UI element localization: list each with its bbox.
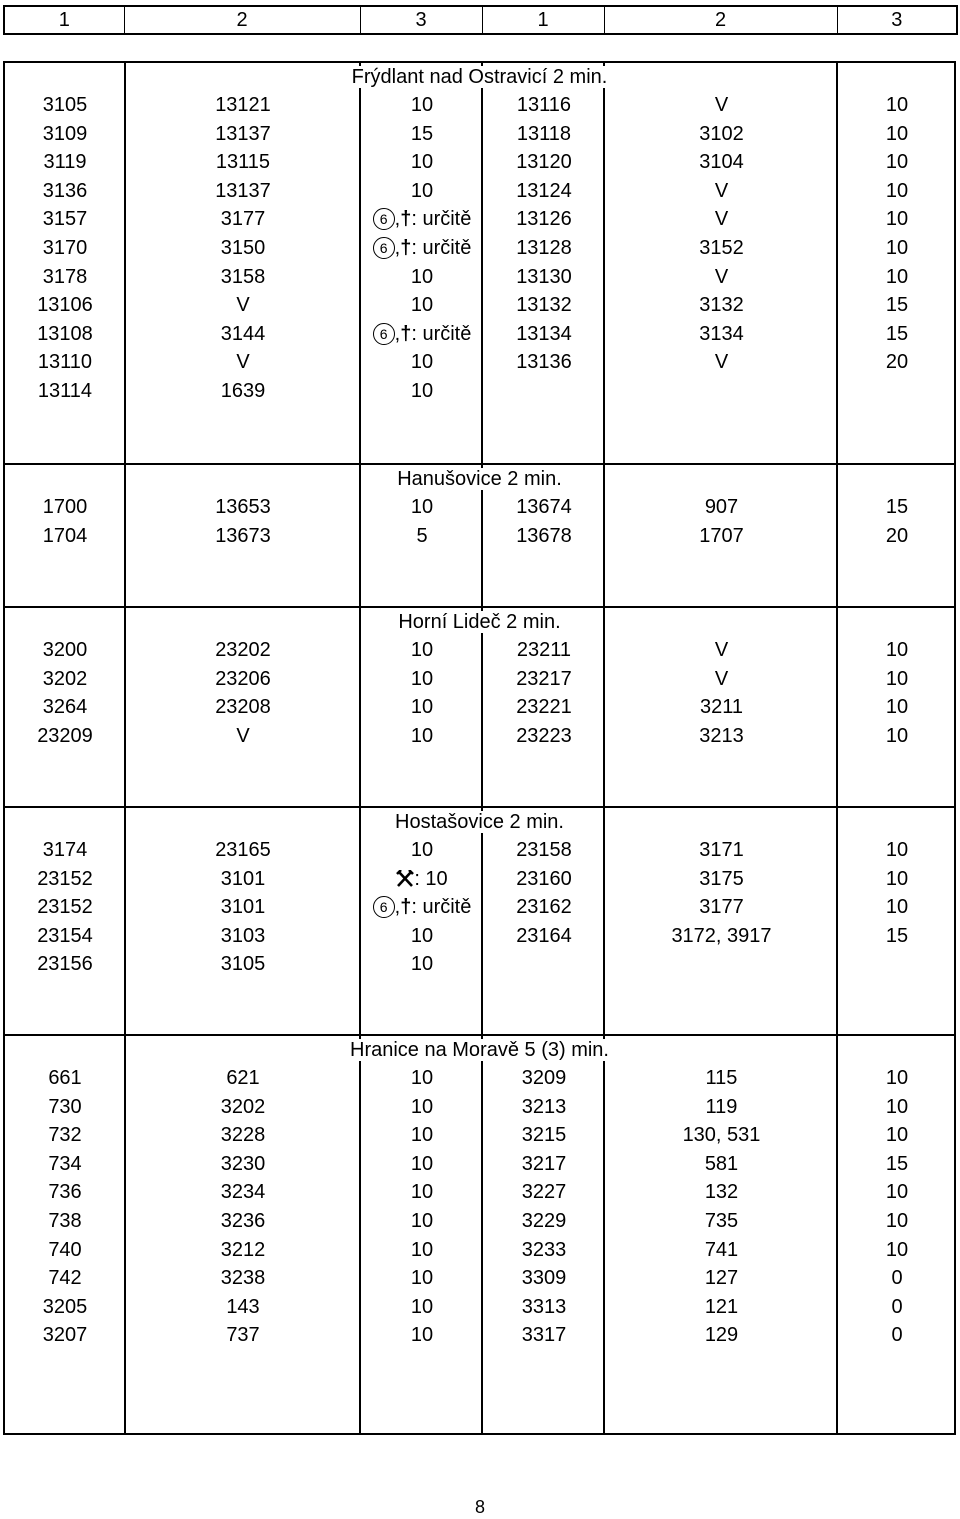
table-cell: 737	[226, 1324, 260, 1347]
table-cell: 23208	[215, 696, 271, 719]
station-heading	[5, 1036, 954, 1064]
column-header: 3	[837, 6, 957, 34]
table-cell: 10	[410, 1067, 434, 1089]
table-cell: 3175	[699, 867, 744, 890]
table-cell: 0	[891, 1295, 903, 1318]
station-heading	[5, 808, 954, 836]
table-cell: 13114	[37, 380, 93, 402]
table-cell: 10	[885, 1238, 909, 1261]
table-row	[5, 865, 954, 894]
table-cell: 3144	[220, 322, 266, 345]
table-cell: 13121	[215, 94, 271, 116]
table-row	[5, 148, 954, 177]
table-cell: 3105	[220, 953, 266, 976]
table-cell: 23152	[37, 896, 93, 919]
table-row	[5, 722, 954, 751]
note-text: : 10	[414, 867, 448, 890]
table-cell: 13132	[516, 294, 572, 317]
weekday-6-icon: 6	[373, 323, 395, 345]
table-cell: V	[714, 667, 729, 690]
table-cell: V	[236, 294, 250, 317]
table-cell: V	[236, 724, 250, 747]
table-cell: 736	[48, 1181, 82, 1204]
table-cell: 10	[885, 1181, 909, 1204]
table-row	[5, 91, 954, 120]
cross-icon: †	[400, 322, 412, 345]
station-heading-text: Horní Lideč 2 min.	[392, 611, 566, 633]
table-cell: 3202	[42, 667, 88, 690]
table-cell: 3119	[43, 151, 87, 174]
table-cell: 10	[410, 1181, 434, 1204]
table-cell: 1707	[699, 524, 744, 547]
table-row	[5, 1121, 954, 1150]
weekday-6-icon: 6	[373, 237, 395, 259]
table-cell: 3158	[220, 265, 266, 288]
weekday-6-icon: 6	[373, 208, 395, 230]
table-cell: 15	[885, 322, 909, 345]
table-row	[5, 263, 954, 292]
table-cell: 10	[410, 496, 434, 518]
table-cell: 15	[885, 294, 909, 317]
table-cell: 10	[885, 1095, 909, 1118]
cross-icon: †	[400, 237, 412, 259]
table-cell: 3236	[220, 1210, 266, 1232]
table-cell: 3205	[42, 1295, 88, 1318]
table-cell: 121	[704, 1295, 739, 1318]
table-cell: 13136	[516, 351, 572, 374]
table-cell: 3171	[699, 839, 744, 861]
table-cell: 10	[885, 724, 909, 747]
table-cell: 10	[885, 896, 909, 919]
table-row	[5, 693, 954, 722]
table-cell: 10	[410, 380, 434, 402]
table-cell: 10	[410, 953, 434, 976]
weekday-6-icon: 6	[373, 896, 395, 918]
table-cell: 3103	[220, 924, 266, 947]
column-header: 3	[360, 6, 482, 34]
table-cell: 1639	[220, 380, 266, 402]
table-cell: 13678	[516, 524, 572, 547]
timetable-body	[3, 61, 956, 1435]
table-row	[5, 636, 954, 665]
table-row	[5, 493, 954, 522]
table-cell	[361, 234, 483, 263]
table-cell: 3209	[521, 1067, 567, 1089]
table-cell: 1700	[42, 496, 88, 518]
table-cell: 10	[410, 1095, 434, 1118]
table-cell: 10	[410, 924, 434, 947]
table-cell: 10	[885, 94, 909, 116]
table-cell: 10	[885, 696, 909, 719]
table-cell: 23158	[516, 839, 572, 861]
table-cell: 3211	[699, 696, 743, 719]
table-cell: 3228	[220, 1124, 266, 1147]
table-cell: 13137	[215, 179, 271, 202]
table-cell: 3178	[42, 265, 88, 288]
table-row	[5, 1207, 954, 1236]
table-cell: 10	[410, 839, 434, 861]
station-heading-text: Hranice na Moravě 5 (3) min.	[344, 1039, 615, 1061]
table-cell: 23165	[215, 839, 271, 861]
table-cell: 10	[885, 1067, 909, 1089]
table-cell: 3233	[521, 1238, 567, 1261]
table-cell: 3215	[521, 1124, 567, 1147]
table-row	[5, 177, 954, 206]
table-cell: 23152	[37, 867, 93, 890]
table-cell: 10	[410, 151, 434, 174]
table-cell: 10	[885, 265, 909, 288]
note-text: : určitě	[411, 322, 472, 345]
table-cell	[361, 320, 483, 349]
table-cell: 13673	[215, 524, 271, 547]
table-cell: 10	[410, 1295, 434, 1318]
table-cell: 581	[704, 1152, 739, 1175]
table-cell: V	[714, 179, 729, 202]
table-row	[5, 234, 954, 263]
symbol-separator: ,	[394, 237, 401, 259]
table-cell: 0	[891, 1267, 903, 1290]
table-cell: 3202	[220, 1095, 266, 1118]
table-cell: 10	[410, 1210, 434, 1232]
table-cell: 23221	[516, 696, 572, 719]
column-header-row	[4, 6, 957, 34]
table-cell: 621	[226, 1067, 260, 1089]
table-cell: 15	[410, 122, 434, 145]
table-cell: 23202	[215, 639, 271, 661]
column-header: 2	[604, 6, 837, 34]
note-text: : určitě	[411, 208, 472, 231]
table-cell: 10	[885, 1210, 909, 1232]
table-cell: V	[714, 265, 729, 288]
table-cell: 13124	[516, 179, 572, 202]
table-cell: 13126	[516, 208, 572, 231]
table-cell: 3213	[521, 1095, 567, 1118]
table-cell: 15	[885, 924, 909, 947]
table-cell: 10	[885, 151, 909, 174]
table-cell: 3217	[521, 1152, 567, 1175]
table-cell: 119	[705, 1095, 738, 1118]
table-cell: 735	[704, 1210, 739, 1232]
station-heading-text: Hostašovice 2 min.	[389, 811, 570, 833]
table-cell: 3212	[220, 1238, 266, 1261]
column-header-table	[3, 5, 958, 35]
table-cell: 13106	[37, 294, 93, 317]
table-cell: 10	[410, 1152, 434, 1175]
column-header: 1	[482, 6, 604, 34]
table-cell: 13110	[37, 351, 93, 374]
station-heading-text: Hanušovice 2 min.	[391, 468, 568, 490]
table-cell: 23160	[516, 867, 572, 890]
table-cell: 10	[410, 265, 434, 288]
table-row	[5, 320, 954, 349]
table-cell: 3309	[521, 1267, 567, 1290]
table-cell: 10	[410, 696, 434, 719]
table-cell: 10	[410, 294, 434, 317]
station-heading	[5, 63, 954, 91]
table-cell: 23164	[516, 924, 572, 947]
table-cell: 10	[410, 1238, 434, 1261]
table-cell: 3157	[42, 208, 88, 231]
table-cell: 907	[704, 496, 739, 518]
table-cell: 3101	[220, 867, 266, 890]
table-cell: 13653	[215, 496, 271, 518]
table-cell: 13116	[516, 94, 572, 116]
table-cell: 10	[410, 667, 434, 690]
table-cell: 3213	[699, 724, 744, 747]
table-cell	[361, 865, 483, 894]
table-cell: 3102	[699, 122, 744, 145]
page-number: 8	[474, 1497, 485, 1517]
table-cell: 3238	[220, 1267, 266, 1290]
table-cell: 10	[410, 639, 434, 661]
table-cell: 742	[48, 1267, 82, 1290]
table-cell: 15	[885, 1152, 909, 1175]
table-cell: 3207	[42, 1324, 88, 1347]
table-row	[5, 1064, 954, 1093]
note-text: : určitě	[411, 237, 472, 259]
table-row	[5, 348, 954, 377]
table-cell: 23206	[215, 667, 271, 690]
table-row	[5, 893, 954, 922]
table-cell: 10	[885, 639, 909, 661]
table-cell: 10	[410, 351, 434, 374]
table-cell: 3174	[42, 839, 88, 861]
table-row	[5, 922, 954, 951]
table-cell: 3136	[42, 179, 88, 202]
table-cell: 3317	[521, 1324, 567, 1347]
table-cell: 661	[48, 1067, 82, 1089]
table-row	[5, 1293, 954, 1322]
table-cell: 10	[885, 179, 909, 202]
symbol-separator: ,	[394, 896, 401, 919]
cross-icon: †	[400, 208, 412, 231]
table-row	[5, 1264, 954, 1293]
crossed-hammers-icon	[396, 870, 414, 888]
table-cell: 13674	[516, 496, 572, 518]
table-cell: 130, 531	[682, 1124, 761, 1147]
table-cell: 1704	[42, 524, 88, 547]
table-cell: 15	[885, 496, 909, 518]
station-heading	[5, 608, 954, 636]
table-cell: 10	[410, 724, 434, 747]
table-cell: 3229	[521, 1210, 567, 1232]
table-cell: 3234	[220, 1181, 266, 1204]
table-cell: 23217	[516, 667, 572, 690]
table-cell: 13130	[516, 265, 572, 288]
table-cell: 3150	[220, 237, 266, 259]
table-cell: 10	[885, 1124, 909, 1147]
column-header: 1	[58, 9, 70, 31]
table-cell: V	[714, 639, 729, 661]
table-cell: 13115	[215, 151, 271, 174]
table-cell: 13120	[516, 151, 572, 174]
table-row	[5, 1093, 954, 1122]
table-cell: 3177	[699, 896, 744, 919]
table-row	[5, 522, 954, 551]
table-cell: 738	[48, 1210, 82, 1232]
table-cell: 20	[885, 351, 909, 374]
table-cell: 13134	[516, 322, 572, 345]
table-cell: 23156	[37, 953, 93, 976]
table-cell: 10	[885, 867, 909, 890]
note-text: : určitě	[411, 896, 472, 919]
table-cell: 10	[885, 839, 909, 861]
table-row	[5, 1150, 954, 1179]
table-cell: 10	[885, 122, 909, 145]
table-cell: 10	[410, 1324, 434, 1347]
table-row	[5, 1236, 954, 1265]
table-cell: 3104	[699, 151, 744, 174]
table-cell: 13137	[215, 122, 271, 145]
table-cell	[361, 205, 483, 234]
table-cell: 10	[885, 667, 909, 690]
table-cell: 10	[885, 237, 909, 259]
table-cell: 23211	[516, 639, 572, 661]
table-cell: 10	[410, 1267, 434, 1290]
table-cell: 0	[891, 1324, 903, 1347]
table-row	[5, 120, 954, 149]
table-cell: 132	[704, 1181, 739, 1204]
symbol-separator: ,	[394, 322, 401, 345]
table-cell	[361, 893, 483, 922]
table-cell: 3134	[699, 322, 744, 345]
table-cell: 3264	[42, 696, 88, 719]
table-cell: 3227	[521, 1181, 567, 1204]
table-cell: 13128	[516, 237, 572, 259]
table-cell: 23162	[516, 896, 572, 919]
table-cell: 127	[704, 1267, 739, 1290]
table-row	[5, 205, 954, 234]
column-header: 2	[124, 6, 360, 34]
table-row	[5, 950, 954, 979]
table-cell: 3101	[220, 896, 266, 919]
table-cell: 730	[48, 1095, 82, 1118]
table-row	[5, 377, 954, 406]
table-cell: 10	[885, 208, 909, 231]
table-cell: V	[714, 208, 729, 231]
table-cell: 3230	[220, 1152, 266, 1175]
table-cell: 734	[48, 1152, 82, 1175]
table-row	[5, 1321, 954, 1350]
table-cell: 129	[704, 1324, 739, 1347]
table-cell: 10	[410, 1124, 434, 1147]
table-cell: 3105	[42, 94, 88, 116]
table-cell: 741	[704, 1238, 739, 1261]
symbol-separator: ,	[394, 208, 401, 231]
table-cell: V	[714, 351, 729, 374]
table-cell: 3170	[42, 237, 88, 259]
table-row	[5, 665, 954, 694]
table-cell: 732	[48, 1124, 82, 1147]
station-heading	[5, 465, 954, 493]
table-cell: 3172, 3917	[671, 924, 772, 947]
table-row	[5, 836, 954, 865]
table-cell: 23154	[37, 924, 93, 947]
table-cell: 3200	[42, 639, 88, 661]
cross-icon: †	[400, 896, 412, 919]
table-cell: 740	[48, 1238, 82, 1261]
table-cell: 10	[410, 94, 434, 116]
table-cell: V	[236, 351, 250, 374]
table-cell: 13118	[516, 122, 572, 145]
station-heading-text: Frýdlant nad Ostravicí 2 min.	[346, 66, 614, 88]
table-cell: V	[714, 94, 729, 116]
table-cell: 20	[885, 524, 909, 547]
table-cell: 115	[705, 1067, 738, 1089]
table-cell: 143	[226, 1295, 260, 1318]
table-cell: 3109	[42, 122, 88, 145]
table-cell: 10	[410, 179, 434, 202]
table-cell: 3313	[521, 1295, 567, 1318]
table-cell: 3177	[220, 208, 266, 231]
table-row	[5, 291, 954, 320]
table-cell: 5	[416, 524, 428, 547]
table-row	[5, 1178, 954, 1207]
table-cell: 3132	[699, 294, 744, 317]
table-cell: 13108	[37, 322, 93, 345]
table-cell: 3152	[699, 237, 744, 259]
table-cell: 23209	[37, 724, 93, 747]
table-cell: 23223	[516, 724, 572, 747]
